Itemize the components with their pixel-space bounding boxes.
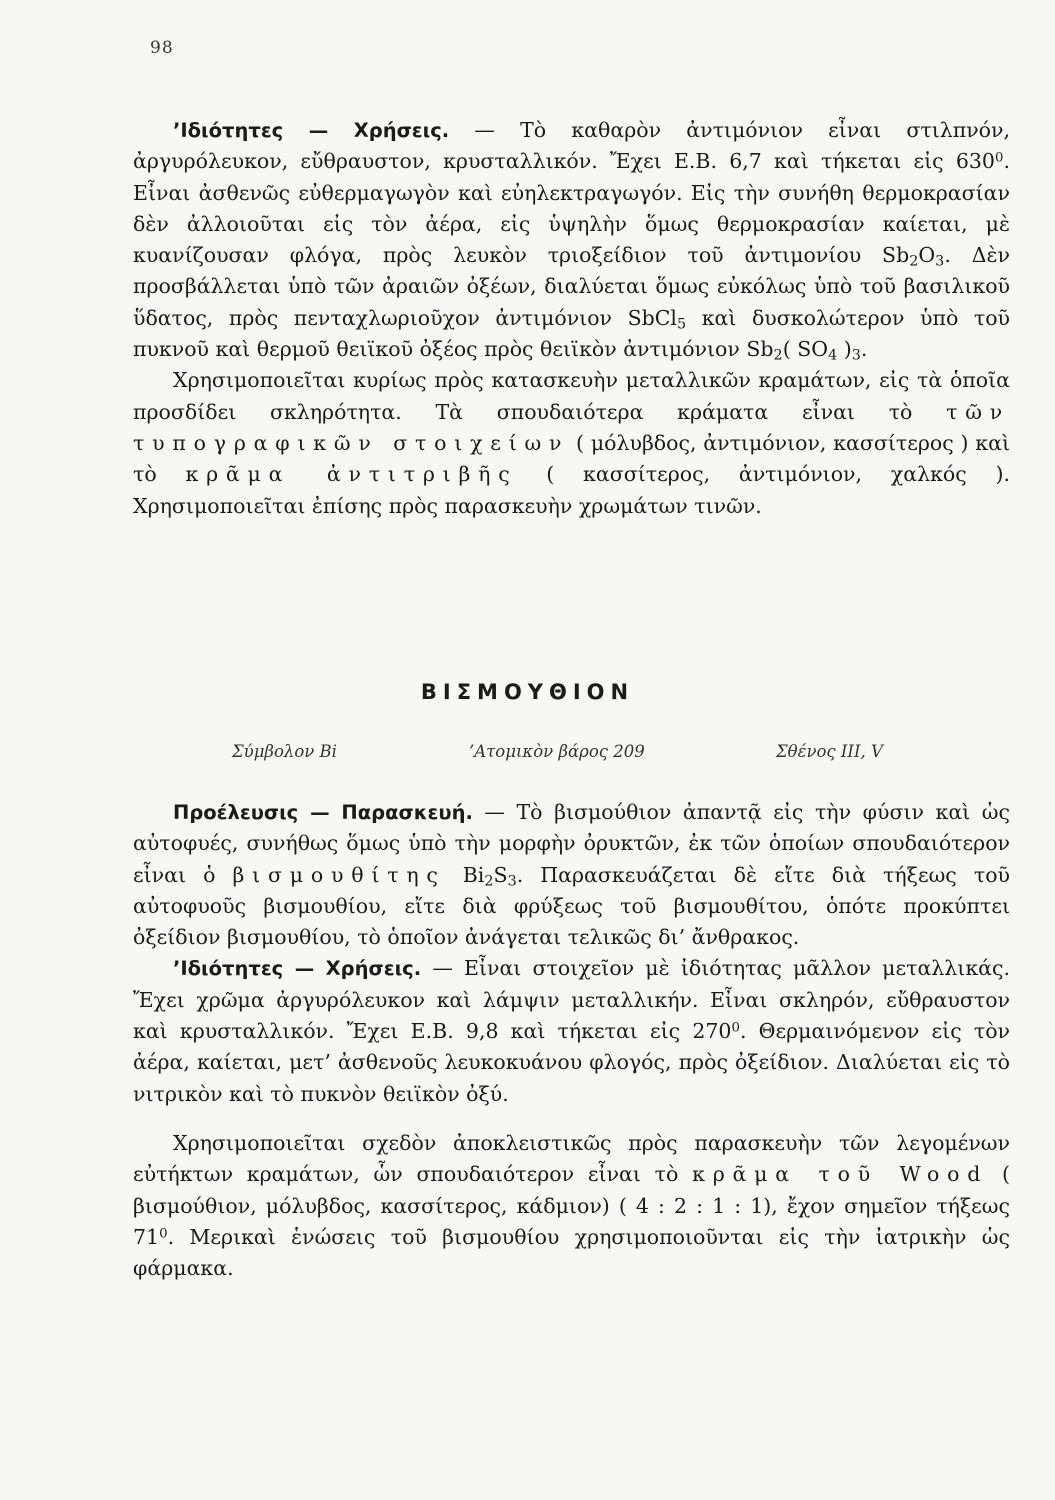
text-run: — Τὸ καθαρὸν ἀντιμόνιον εἶναι στιλπνόν, ἀργυρόλευκον, εὔθραυστον, κρυσταλλικόν. Ἔχει Ε.Β. 6,7 καὶ τήκεται εἰς 630 (133, 118, 1010, 174)
text-run: S (493, 862, 508, 887)
bismuth-origin-paragraph (133, 797, 1010, 953)
spaced-term: κρᾶμα τοῦ Wood (692, 1162, 989, 1187)
antimony-uses-paragraph (133, 365, 1010, 521)
text-run: . Εἶναι ἀσθενῶς εὐθερμαγωγὸν καὶ εὐηλεκτραγωγόν. Εἰς τὴν συνήθη θερμοκρασίαν δὲν ἀλλοιοῦται εἰς τὸν ἀέρα, εἰς ὑψηλὴν ὅμως θερμοκρασίαν καίεται, μὲ κυανίζουσαν φλόγα, πρὸς λευκὸν τριοξείδιον τοῦ ἀντιμονίου Sb (133, 149, 1010, 268)
text-run: καὶ δυσκολώτερον ὑπὸ τοῦ πυκνοῦ καὶ θερμοῦ θειϊκοῦ ὀξέος πρὸς θειϊκὸν ἀντιμόνιον Sb (133, 305, 1010, 362)
text-run: . Παρασκευάζεται δὲ εἴτε διὰ τήξεως τοῦ αὐτοφυοῦς βισμουθίου, εἴτε διὰ φρύξεως τοῦ βισμουθίτου, ὁπότε προκύπτει ὀξείδιον βισμουθίου, τὸ ὁποῖον ἀνάγεται τελικῶς δι’ ἄνθρακος. (133, 862, 1010, 950)
spaced-term: τῶν τυπογραφικῶν στοιχείων (133, 399, 1010, 455)
subscript: 3 (935, 253, 945, 270)
subscript: 5 (677, 316, 687, 333)
text-run: . Θερμαινόμενον εἰς τὸν ἀέρα, καίεται, μετ’ ἀσθενοῦς λευκοκυάνου φλογός, πρὸς ὀξείδιον. Διαλύεται εἰς τὸ νιτρικὸν καὶ τὸ πυκνὸν θειϊκὸν ὀξύ. (133, 1019, 1011, 1106)
superscript: 0 (159, 1226, 168, 1242)
subscript: 4 (828, 347, 838, 364)
text-run: ( κασσίτερος, ἀντιμόνιον, χαλκός ). Χρησιμοποιεῖται ἐπίσης πρὸς παρασκευὴν χρωμάτων τινῶν. (133, 462, 1010, 518)
spaced-term: βισμουθίτης (232, 862, 446, 887)
subscript: 3 (507, 873, 517, 890)
text-run: Bi (445, 862, 485, 887)
subscript: 2 (484, 873, 494, 890)
section-heading: ’Ιδιότητες — Χρήσεις. (173, 119, 450, 142)
text-run: ( μόλυβδος, ἀντιμόνιον, κασσίτερος ) καὶ τὸ (133, 430, 1010, 487)
superscript: 0 (994, 150, 1004, 166)
bismuth-uses-paragraph (133, 1128, 1010, 1284)
text-run: . Δὲν προσβάλλεται ὑπὸ τῶν ἀραιῶν ὀξέων, διαλύεται ὅμως εὐκόλως ὑπὸ τοῦ βασιλικοῦ ὕδατος, πρὸς πενταχλωριοῦχον ἀντιμόνιον SbCl (133, 243, 1010, 330)
bismuth-section (133, 797, 1010, 1284)
page-number: 98 (150, 38, 174, 58)
text-run: ) (837, 337, 852, 362)
text-run: — Εἶναι στοιχεῖον μὲ ἰδιότητας μᾶλλον μεταλλικάς. Ἔχει χρῶμα ἀργυρόλευκον καὶ λάμψιν μεταλλικήν. Εἶναι σκληρόν, εὔθραυστον καὶ κρυσταλλικόν. Ἔχει Ε.Β. 9,8 καὶ τήκεται εἰς 270 (133, 956, 1010, 1044)
subscript: 2 (909, 253, 919, 270)
valence: Σθένος III, V (776, 742, 883, 761)
text-run: . (860, 337, 868, 362)
superscript: 0 (731, 1020, 740, 1036)
section-title: ΒΙΣΜΟΥΘΙΟΝ (420, 680, 635, 704)
spaced-term: κρᾶμα ἀντιτριβῆς (185, 462, 518, 487)
atomic-weight: ’Ατομικὸν βάρος 209 (469, 742, 645, 761)
section-heading: Προέλευσις — Παρασκευή. (173, 801, 473, 824)
text-run: Χρησιμοποιεῖται κυρίως πρὸς κατασκευὴν μεταλλικῶν κραμάτων, εἰς τὰ ὁποῖα προσδίδει σκληρότητα. Τὰ σπουδαιότερα κράματα εἶναι τὸ (133, 368, 1010, 424)
subscript: 2 (773, 347, 783, 364)
text-run: O (918, 243, 936, 268)
subscript: 3 (851, 347, 861, 364)
text-run: . Μερικαὶ ἑνώσεις τοῦ βισμουθίου χρησιμοποιοῦνται εἰς τὴν ἰατρικὴν ὡς φάρμακα. (133, 1224, 1010, 1281)
text-run: ( βισμούθιον, μόλυβδος, κασσίτερος, κάδμιον) ( 4 : 2 : 1 : 1), ἔχον σημεῖον τήξεως 71 (133, 1162, 1010, 1249)
text-run: Χρησιμοποιεῖται σχεδὸν ἀποκλειστικῶς πρὸς παρασκευὴν τῶν λεγομένων εὐτήκτων κραμάτων, ὧν σπουδαιότερον εἶναι τὸ (133, 1130, 1010, 1187)
text-run: — Τὸ βισμούθιον ἀπαντᾷ εἰς τὴν φύσιν καὶ ὡς αὐτοφυές, συνήθως ὅμως ὑπὸ τὴν μορφὴν ὀρυκτῶν, ἐκ τῶν ὁποίων σπουδαιότερον εἶναι ὁ (133, 800, 1010, 887)
antimony-section (133, 115, 1010, 522)
element-symbol: Σύμβολον Bi (232, 742, 337, 761)
bismuth-properties-paragraph (133, 953, 1010, 1109)
text-run: ( SO (782, 337, 829, 362)
antimony-properties-paragraph (133, 115, 1010, 365)
section-heading: ’Ιδιότητες — Χρήσεις. (173, 957, 422, 981)
